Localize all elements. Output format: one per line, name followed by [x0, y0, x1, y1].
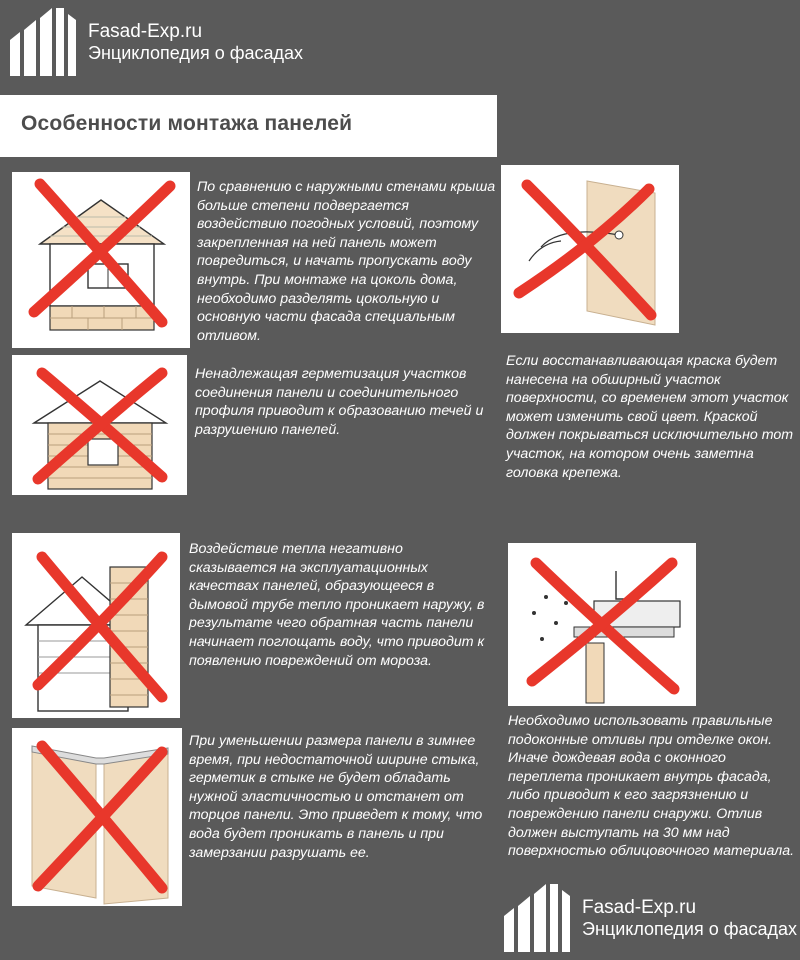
paint-illustration: [501, 165, 679, 333]
building-logo-icon: [500, 882, 574, 954]
chimney-illustration: [12, 533, 180, 718]
chimney-house-crossed-icon: [12, 533, 180, 718]
logo-bottom: [500, 882, 797, 954]
site-tagline: Энциклопедия о фасадах: [582, 918, 798, 939]
window-sill-illustration: [508, 543, 696, 706]
building-logo-icon: [6, 6, 80, 78]
card-window-sill-text: Необходимо использовать правильные подоконные отливы при отделке окон. Иначе дождевая вода с оконного переплета проникает внутрь фасада, либо приводит к его загрязнению и повреждению панели снаружи. Отлив должен выступать на 30 мм над поверхностью облицовочного материала.: [508, 713, 795, 860]
card-sealing-text: Ненадлежащая герметизация участков соединения панели и соединительного профиля приводит к образованию течей и разрушению панелей.: [195, 366, 484, 438]
card-joint-text: При уменьшении размера панели в зимнее время, при недостаточной ширине стыка, герметик в стыке не будет обладать нужной эластичностью и отстанет от торцов панели. Это приведет к тому, что вода будет проникать в панель и при замерзании разрушать ее.: [189, 733, 483, 861]
page-title: Особенности монтажа панелей: [21, 112, 353, 135]
card-chimney-text: Воздействие тепла негативно сказывается на эксплуатационных качествах панелей, образующееся в дымовой трубе тепло проникает наружу, в результате чего обратная часть панели начинает поглощать воду, что приводит к появлению повреждений от мороза.: [189, 541, 485, 669]
panel-joint-crossed-icon: [12, 728, 182, 906]
site-name: Fasad-Exp.ru: [582, 896, 697, 918]
logo-top: [6, 6, 303, 78]
card-roof-text: По сравнению с наружными стенами крыша больше степени подвергается воздействию погодных условий, поэтому закрепленная на ней панель может повредиться, и начать пропускать воду внутрь. При монтаже на цоколь дома, необходимо разделять цокольную и основную части фасада специальным отливом.: [197, 179, 496, 344]
paint-panel-crossed-icon: [501, 165, 679, 333]
site-name: Fasad-Exp.ru: [88, 20, 203, 42]
card-paint-text: Если восстанавливающая краска будет нанесена на обширный участок поверхности, со временем этот участок может изменить свой цвет. Краской должен покрываться исключительно тот участок, на котором очень заметна головка крепежа.: [506, 353, 794, 481]
title-bar: [0, 95, 497, 157]
brick-house-crossed-icon: [12, 355, 187, 495]
site-tagline: Энциклопедия о фасадах: [88, 42, 304, 63]
window-sill-crossed-icon: [508, 543, 696, 706]
sealing-illustration: [12, 355, 187, 495]
house-roof-panel-crossed-icon: [12, 172, 190, 348]
joint-illustration: [12, 728, 182, 906]
roof-illustration: [12, 172, 190, 348]
